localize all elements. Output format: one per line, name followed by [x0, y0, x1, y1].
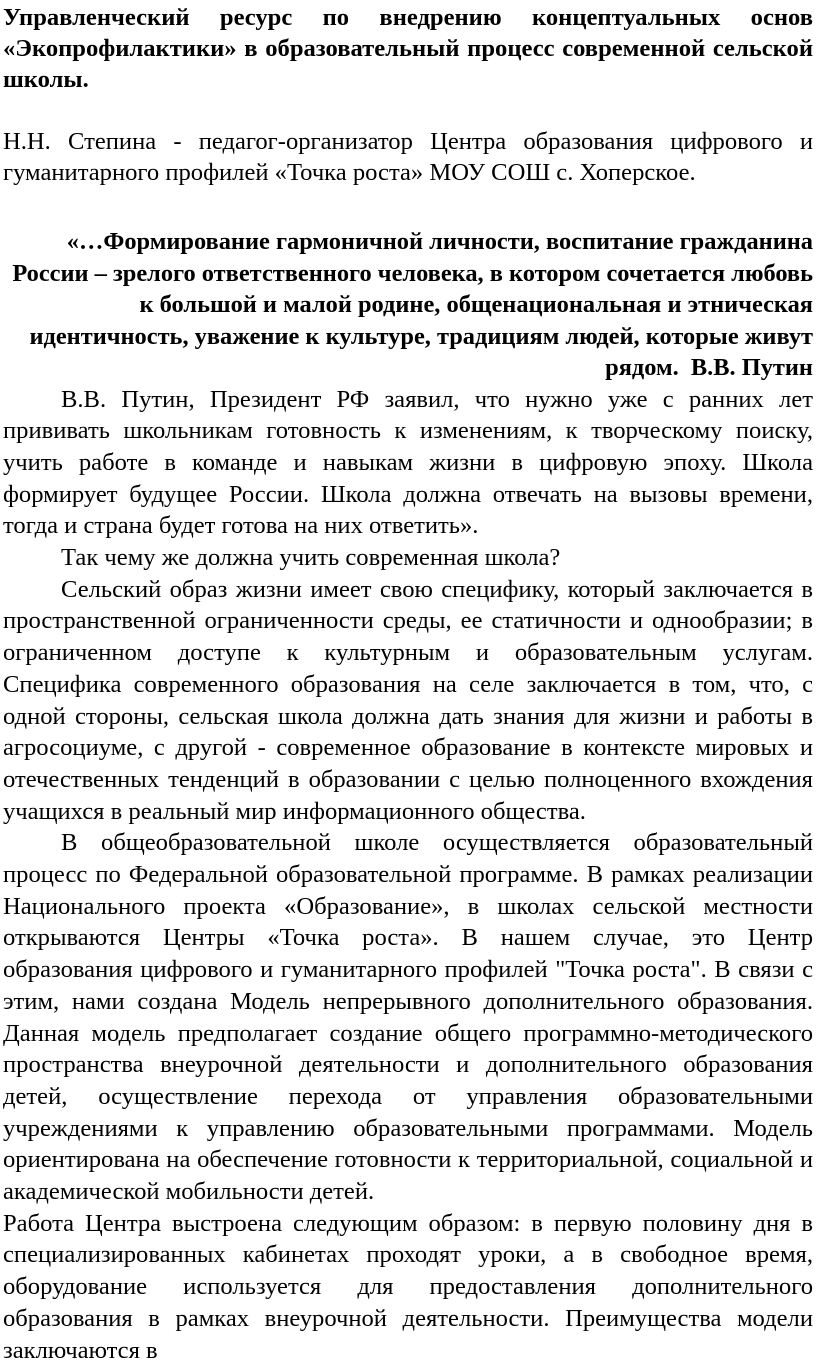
- paragraph-3: Сельский образ жизни имеет свою специфику, который заключается в пространственной ограниченности среды, ее статичности и однообразии; в ограниченном доступе к культурным и образовательным услугам. Специфика современного образования на селе заключается в том, что, с одной стороны, сельская школа должна дать знания для жизни и работы в агросоциуме, с другой - современное образование в контексте мировых и отечественных тенденций в образовании с целью полноценного вхождения учащихся в реальный мир информационного общества.: [3, 575, 813, 825]
- epigraph: [3, 226, 813, 384]
- paragraph-1: В.В. Путин, Президент РФ заявил, что нужно уже с ранних лет прививать школьникам готовность к изменениям, к творческому поиску, учить работе в команде и навыкам жизни в цифровую эпоху. Школа формирует будущее России. Школа должна отвечать на вызовы времени, тогда и страна будет готова на них ответить».: [3, 385, 813, 540]
- paragraph-4: В общеобразовательной школе осуществляется образовательный процесс по Федеральной образовательной программе. В рамках реализации Национального проекта «Образование», в школах сельской местности открываются Центры «Точка роста». В нашем случае, это Центр образования цифрового и гуманитарного профилей "Точка роста". В связи с этим, нами создана Модель непрерывного дополнительного образования. Данная модель предполагает создание общего программно-методического пространства внеурочной деятельности и дополнительного образования детей, осуществление перехода от управления образовательными учреждениями к управлению образовательными программами. Модель ориентирована на обеспечение готовности к территориальной, социальной и академической мобильности детей.: [3, 829, 813, 1206]
- document-title: Управленческий ресурс по внедрению концептуальных основ «Экопрофилактики» в образовательный процесс современной сельской школы.: [3, 4, 813, 93]
- paragraph-5: Работа Центра выстроена следующим образом: в первую половину дня в специализированных кабинетах проходят уроки, а в свободное время, оборудование используется для предоставления дополнительного образования в рамках внеурочной деятельности. Преимущества модели заключаются в: [3, 1209, 813, 1364]
- epigraph-attribution: В.В. Путин: [690, 354, 813, 381]
- paragraph-2: Так чему же должна учить современная школа?: [61, 544, 561, 572]
- epigraph-text: «…Формирование гармоничной личности, воспитание гражданина России – зрелого ответственного человека, в котором сочетается любовь к большой и малой родине, общенациональная и этническая идентичность, уважение к культуре, традициям людей, которые живут рядом.: [12, 228, 813, 381]
- author-line: Н.Н. Степина - педагог-организатор Центра образования цифрового и гуманитарного профилей «Точка роста» МОУ СОШ с. Хоперское.: [3, 128, 813, 186]
- document-page: [0, 2, 816, 1364]
